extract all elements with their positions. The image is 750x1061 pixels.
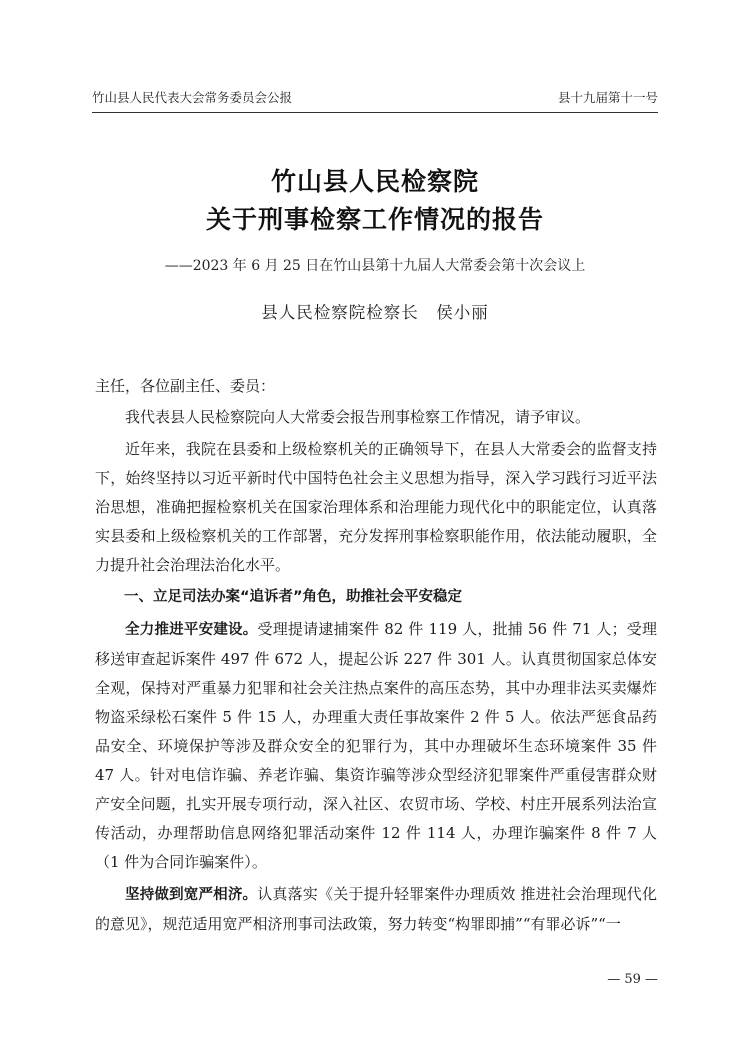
title-line-2: 关于刑事检察工作情况的报告 [205,205,544,234]
paragraph-text-leniency: 认真落实《关于提升轻罪案件办理质效 推进社会治理现代化的意见》，规范适用宽严相济刑事司法政策，努力转变“构罪即捕”“有罪必诉”“一 [95,885,657,933]
header-divider [92,112,658,113]
paragraph-overview: 近年来，我院在县委和上级检察机关的正确领导下，在县人大常委会的监督支持下，始终坚持以习近平新时代中国特色社会主义思想为指导，深入学习践行习近平法治思想，准确把握检察机关在国家治理体系和治理能力现代化中的职能定位，认真落实县委和上级检察机关的工作部署，充分发挥刑事检察职能作用，依法能动履职，全力提升社会治理法治化水平。 [95,440,657,574]
author-line: 县人民检察院检察长 侯小丽 [261,303,489,322]
section-heading-1: 一、立足司法办案“追诉者”角色，助推社会平安稳定 [124,589,463,605]
title-line-1: 竹山县人民检察院 [270,167,479,196]
paragraph-intro: 我代表县人民检察院向人大常委会报告刑事检察工作情况，请予审议。 [125,408,591,426]
paragraph-lead-safety: 全力推进平安建设。 [125,622,258,638]
paragraph-lead-leniency: 坚持做到宽严相济。 [125,887,258,903]
paragraph-safety [95,615,657,877]
page-number: — 59 — [607,972,658,987]
header-issue-number: 县十九届第十一号 [557,90,658,105]
subtitle: ——2023 年 6 月 25 日在竹山县第十九届人大常委会第十次会议上 [164,258,586,274]
report-body [95,372,657,942]
salutation: 主任，各位副主任、委员： [95,377,276,395]
page-header [92,88,658,110]
paragraph-leniency [95,880,657,939]
header-publication-name: 竹山县人民代表大会常务委员会公报 [92,90,293,105]
paragraph-text-safety: 受理提请逮捕案件 82 件 119 人，批捕 56 件 71 人；受理移送审查起诉案件 497 件 672 人，提起公诉 227 件 301 人。认真贯彻国家总体安全观，保持对严重暴力犯罪和社会关注热点案件的高压态势，其中办理非法买卖爆炸物盗采绿松石案件 5 件 15 人，办理重大责任事故案件 2 件 5 人。依法严惩食品药品安全、环境保护等涉及群众安全的犯罪行为，其中办理破坏生态环境案件 35 件 47 人。针对电信诈骗、养老诈骗、集资诈骗等涉众型经济犯罪案件严重侵害群众财产安全问题，扎实开展专项行动，深入社区、农贸市场、学校、村庄开展系列法治宣传活动，办理帮助信息网络犯罪活动案件 12 件 114 人，办理诈骗案件 8 件 7 人（1 件为合同诈骗案件）。 [95,620,658,871]
